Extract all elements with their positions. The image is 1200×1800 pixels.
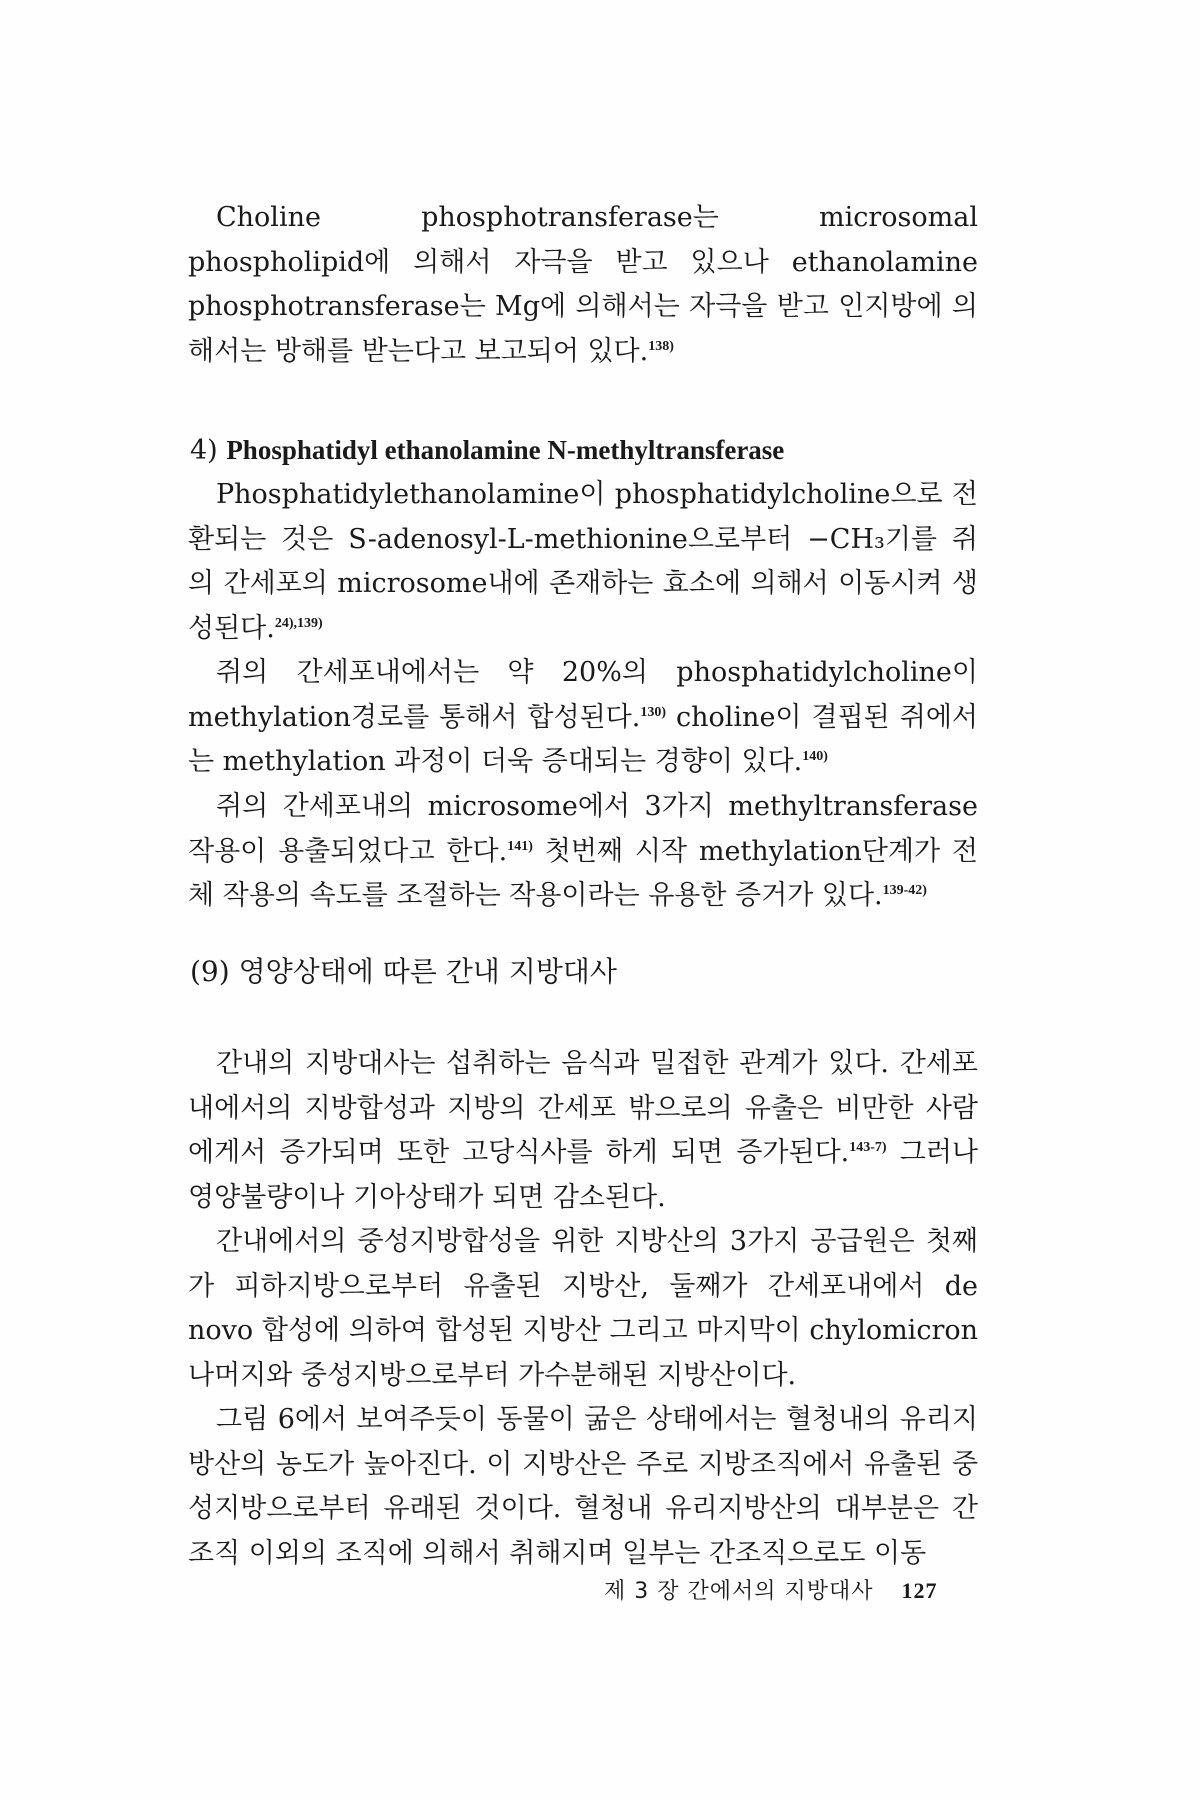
citation: 24),139) bbox=[274, 615, 323, 631]
paragraph-text: Choline phosphotransferase는 microsomal phospholipid에 의해서 자극을 받고 있으나 ethanolamine phosphotransferase는 Mg에 의해서는 자극을 받고 인지방에 의해서는 방해를 받는다고 보고되어 있다. bbox=[188, 202, 978, 367]
paragraph-text: Phosphatidylethanolamine이 phosphatidylcholine으로 전환되는 것은 S-adenosyl-L-methionine으로부터 −CH₃기를 쥐의 간세포의 microsome내에 존재하는 효소에 의해서 이동시켜 생성된다. bbox=[188, 479, 978, 644]
paragraph-nutrition bbox=[188, 1042, 978, 1220]
chapter-heading: (9) 영양상태에 따른 간내 지방대사 bbox=[190, 955, 617, 988]
page-footer bbox=[604, 1574, 938, 1605]
paragraph-text: choline이 결핍된 쥐에서는 methylation 과정이 더욱 증대되는 경향이 있다. bbox=[188, 701, 978, 777]
paragraph-sources: 간내에서의 중성지방합성을 위한 지방산의 3가지 공급원은 첫째가 피하지방으로부터 유출된 지방산, 둘째가 간세포내에서 de novo 합성에 의하여 합성된 지방산 그리고 마지막이 chylomicron 나머지와 중성지방으로부터 가수분해된 지방산이다. bbox=[188, 1226, 978, 1391]
heading-number: 4) bbox=[190, 435, 218, 466]
page-number: 127 bbox=[901, 1578, 938, 1603]
citation: 138) bbox=[648, 338, 674, 354]
section-heading bbox=[188, 428, 978, 474]
citation: 139-42) bbox=[882, 883, 927, 898]
paragraph-conversion bbox=[188, 473, 978, 651]
paragraph-fasting: 그림 6에서 보여주듯이 동물이 굶은 상태에서는 혈청내의 유리지방산의 농도가 높아진다. 이 지방산은 주로 지방조직에서 유출된 중성지방으로부터 유래된 것이다. 혈청내 유리지방산의 대부분은 간조직 이외의 조직에 의해서 취해지며 일부는 간조직으로도 이동 bbox=[188, 1404, 978, 1569]
heading-title: Phosphatidyl ethanolamine N-methyltransferase bbox=[226, 435, 785, 465]
paragraph-choline bbox=[188, 196, 978, 374]
paragraph-text: 간내의 지방대사는 섭취하는 음식과 밀접한 관계가 있다. 간세포내에서의 지방합성과 지방의 간세포 밖으로의 유출은 비만한 사람에게서 증가되며 또한 고당식사를 하게 되면 증가된다. bbox=[188, 1048, 978, 1168]
citation: 141) bbox=[507, 838, 533, 854]
paragraph-text: 첫번째 시작 methylation단계가 전체 작용의 속도를 조절하는 작용이라는 유용한 증거가 있다. bbox=[188, 835, 978, 911]
citation: 143-7) bbox=[849, 1140, 887, 1155]
paragraph-text: 그러나 영양불량이나 기아상태가 되면 감소된다. bbox=[188, 1137, 978, 1213]
paragraph-methylation bbox=[188, 651, 978, 785]
citation: 130) bbox=[640, 704, 667, 720]
paragraph-text: 쥐의 간세포내에서는 약 20%의 phosphatidylcholine이 methylation경로를 통해서 합성된다. bbox=[188, 657, 978, 733]
paragraph-microsome bbox=[188, 785, 978, 919]
running-header: 제 3 장 간에서의 지방대사 bbox=[604, 1579, 874, 1604]
citation: 140) bbox=[802, 749, 828, 764]
paragraph-text: 쥐의 간세포내의 microsome에서 3가지 methyltransferase 작용이 용출되었다고 한다. bbox=[188, 791, 978, 867]
